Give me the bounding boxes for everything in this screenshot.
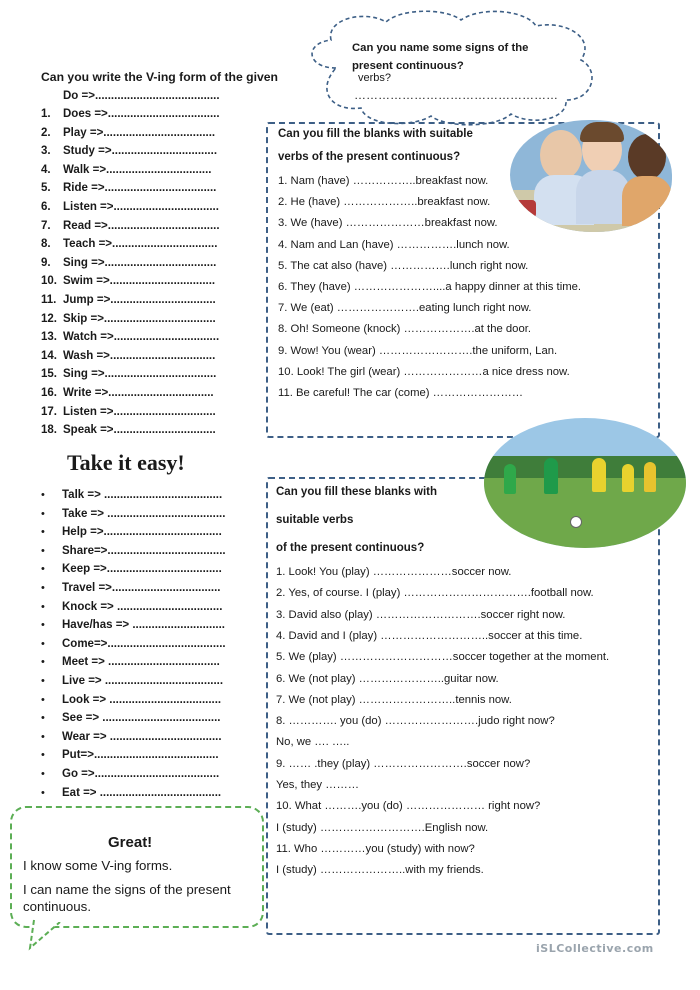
exercise-sentence: 2. He (have) ………………..breakfast now. [278, 196, 491, 209]
great-line-3: continuous. [23, 899, 92, 914]
list-item: Keep =>.................................... [62, 563, 222, 576]
list-item: Knock => ................................. [62, 600, 223, 613]
list-item: Have/has => ............................. [62, 619, 225, 632]
list-item-number: 14. [41, 349, 57, 362]
list-item: Swim =>................................. [63, 275, 216, 288]
list-item: Travel =>.................................. [62, 582, 221, 594]
box2-title-line2: suitable verbs [276, 514, 354, 526]
exercise-sentence: 4. Nam and Lan (have) …………….lunch now. [278, 238, 510, 251]
list-item-number: 3. [41, 145, 51, 158]
great-line-2: I can name the signs of the present [23, 882, 231, 897]
list-item: Live => ..................................... [62, 675, 224, 687]
box2-title-line1: Can you fill these blanks with [276, 486, 438, 498]
list-item: Put=>....................................... [62, 749, 219, 762]
kids-eating-photo [510, 120, 672, 232]
list-item-number: 12. [41, 312, 57, 325]
list-item-number: 18. [41, 424, 57, 437]
list-item: Jump =>................................. [63, 294, 216, 306]
list-item: Speak =>................................ [63, 424, 216, 437]
bullet-icon: • [41, 656, 45, 669]
list-item: Listen =>................................. [63, 201, 219, 213]
list-item-number: 11. [41, 294, 57, 306]
list-item: Play =>................................... [63, 126, 216, 139]
bullet-icon: • [41, 544, 45, 557]
list-item-number: 16. [41, 387, 57, 399]
exercise-sentence: 11. Be careful! The car (come) …………………… [278, 387, 524, 399]
list-item-number: 10. [41, 275, 57, 288]
bullet-icon: • [41, 712, 45, 725]
list-item-number: 2. [41, 126, 51, 139]
exercise-sentence: 3. We (have) …………………breakfast now. [278, 217, 498, 230]
cloud-overlap-text: verbs? [358, 72, 392, 84]
list-item: Come=>..................................... [62, 637, 226, 650]
list-item: Talk => ..................................... [62, 489, 223, 501]
speech-tail [28, 918, 78, 952]
cloud-line-1: Can you name some signs of the [352, 42, 529, 54]
list-item: Wash =>................................. [63, 349, 216, 362]
box1-title-line1: Can you fill the blanks with suitable [278, 128, 473, 140]
list-item: Skip =>................................... [63, 312, 216, 325]
soccer-photo [484, 418, 686, 548]
exercise-sentence: 10. What ……….you (do) ………………… right now? [276, 800, 541, 813]
exercise-sentence: 9. …… .they (play) …………………….soccer now? [276, 757, 531, 770]
cloud-answer-line: …………………………………………… [354, 88, 558, 102]
list-item: Read =>................................... [63, 219, 220, 232]
list-item-number: 6. [41, 201, 51, 213]
great-title: Great! [108, 834, 153, 851]
left-exercise-question: Can you write the V-ing form of the given [41, 70, 278, 84]
list-item: Look => ................................... [62, 693, 222, 706]
exercise-sentence: 11. Who …………you (study) with now? [276, 842, 475, 855]
bullet-icon: • [41, 582, 45, 594]
list-item-number: 4. [41, 163, 51, 176]
list-item-number: 15. [41, 368, 57, 381]
bullet-icon: • [41, 730, 45, 743]
list-item: Sing =>................................... [63, 368, 217, 381]
exercise-sentence: 4. David and I (play) ………………………..soccer at this time. [276, 629, 583, 642]
list-item-number: 8. [41, 238, 51, 251]
box2-title-line3: of the present continuous? [276, 542, 425, 554]
exercise-sentence: 7. We (eat) ………………….eating lunch right now. [278, 302, 532, 315]
list-item: Study =>................................. [63, 145, 218, 158]
list-item: Does =>................................... [63, 108, 220, 120]
list-item: Sing =>................................... [63, 256, 217, 269]
list-item-number: 17. [41, 405, 57, 418]
bullet-icon: • [41, 600, 45, 613]
bullet-icon: • [41, 768, 45, 780]
exercise-sentence: I (study) ……………………….English now. [276, 821, 489, 834]
cloud-line-2: present continuous? [352, 60, 464, 72]
exercise-sentence: 6. They (have) …………………....a happy dinner at this time. [278, 281, 582, 293]
list-item: Walk =>................................. [63, 163, 212, 176]
bullet-icon: • [41, 786, 45, 799]
exercise-sentence: 2. Yes, of course. I (play) …………………………….football now. [276, 587, 594, 600]
exercise-sentence: 9. Wow! You (wear) …………………….the uniform, Lan. [278, 344, 558, 357]
take-it-easy-title: Take it easy! [67, 450, 185, 475]
bullet-icon: • [41, 675, 45, 687]
bullet-icon: • [41, 507, 45, 520]
exercise-sentence: 1. Look! You (play) …………………soccer now. [276, 566, 512, 578]
list-item: Meet => ................................... [62, 656, 220, 669]
list-item: Listen =>................................ [63, 405, 216, 418]
watermark: iSLCollective.com [536, 942, 654, 955]
list-item-number: 5. [41, 182, 51, 195]
list-item: Wear => ................................... [62, 730, 222, 743]
list-item: Watch =>................................. [63, 331, 220, 344]
list-item-number: 9. [41, 256, 51, 269]
list-item: Take => ..................................... [62, 507, 226, 520]
exercise-sentence: 8. …………. you (do) …………………….judo right now? [276, 715, 555, 728]
list-item-number: 1. [41, 108, 51, 120]
exercise-sentence: 5. We (play) …………………………soccer together at the moment. [276, 651, 610, 664]
list-item: Go =>....................................... [62, 768, 220, 780]
list-item: Ride =>................................... [63, 182, 217, 195]
bullet-icon: • [41, 489, 45, 501]
exercise-sentence: 1. Nam (have) ……………..breakfast now. [278, 175, 489, 187]
bullet-icon: • [41, 693, 45, 706]
list-item: Share=>..................................... [62, 544, 226, 557]
list-item: Teach =>................................. [63, 238, 218, 251]
list-item-number: 7. [41, 219, 51, 232]
exercise-sentence: 8. Oh! Someone (knock) ……………….at the door. [278, 323, 532, 336]
exercise-sentence: 6. We (not play) …………………..guitar now. [276, 672, 499, 685]
box1-title-line2: verbs of the present continuous? [278, 151, 461, 163]
exercise-sentence: Yes, they ……… [276, 779, 360, 791]
bullet-icon: • [41, 619, 45, 632]
exercise-sentence: 3. David also (play) ……………………….soccer right now. [276, 608, 566, 621]
list-item: Help =>..................................... [62, 526, 222, 539]
list-item: Write =>................................. [63, 387, 214, 399]
exercise-sentence: 5. The cat also (have) …………….lunch right now. [278, 259, 529, 272]
exercise-sentence: 7. We (not play) ……………………..tennis now. [276, 693, 512, 706]
exercise-sentence: No, we …. ….. [276, 736, 350, 749]
bullet-icon: • [41, 749, 45, 762]
bullet-icon: • [41, 563, 45, 576]
list-item: Eat => ...................................... [62, 786, 222, 799]
great-line-1: I know some V-ing forms. [23, 858, 173, 873]
bullet-icon: • [41, 526, 45, 539]
list-item-number: 13. [41, 331, 57, 344]
list-item: See => ..................................... [62, 712, 221, 725]
exercise-sentence: 10. Look! The girl (wear) …………………a nice dress now. [278, 365, 570, 378]
bullet-icon: • [41, 637, 45, 650]
first-item-do: Do =>....................................... [63, 90, 220, 102]
exercise-sentence: I (study) …………………..with my friends. [276, 864, 484, 877]
